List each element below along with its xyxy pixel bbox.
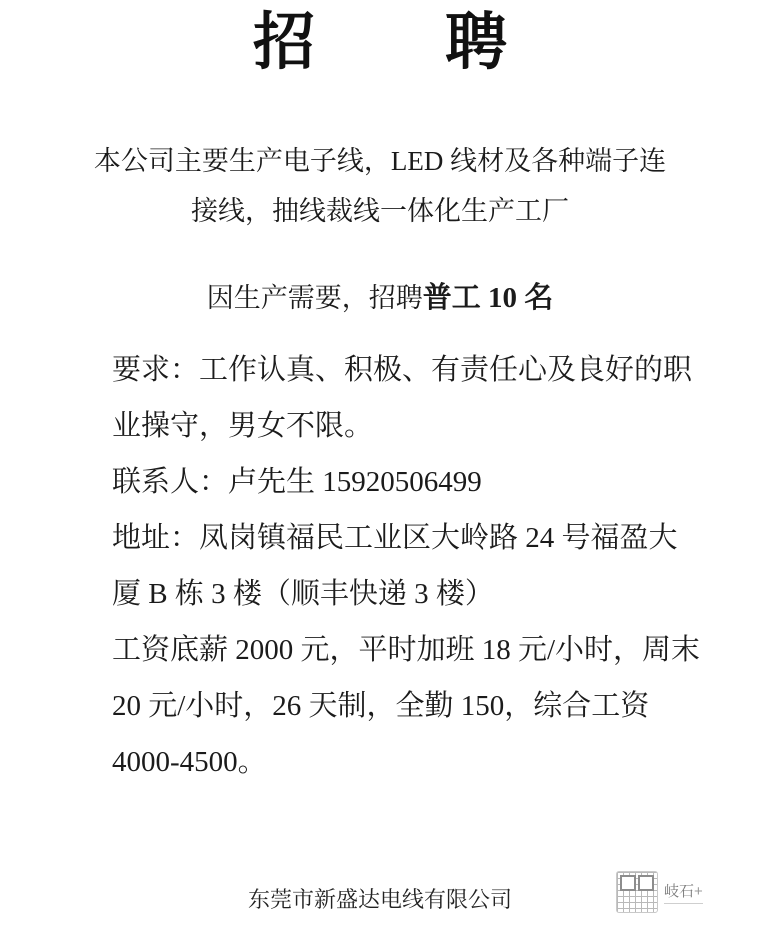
- hiring-need-prefix: 因生产需要，招聘: [206, 283, 423, 313]
- page-title: 招 聘: [252, 9, 541, 77]
- address-text: 凤岗镇福民工业区大岭路 24 号福盈大厦 B 栋 3 楼（顺丰快递 3 楼）: [112, 522, 678, 610]
- address-label: 地址：: [112, 522, 200, 554]
- hiring-need-position: 普工 10 名: [422, 282, 554, 314]
- company-name-footer: 东莞市新盛达电线有限公司: [247, 887, 512, 912]
- salary-line: [112, 622, 702, 790]
- wechat-account-watermark: [616, 869, 744, 915]
- salary-text: 工资底薪 2000 元，平时加班 18 元/小时，周末 20 元/小时，26 天制，全勤 150，综合工资 4000-4500。: [112, 634, 701, 778]
- contact-name: 卢先生: [228, 466, 316, 498]
- watermark-plus: +: [694, 883, 703, 900]
- contact-line: [112, 454, 702, 510]
- requirement-text: 工作认真、积极、有责任心及良好的职业操守，男女不限。: [112, 354, 693, 442]
- address-line: [112, 510, 702, 622]
- job-poster: [0, 9, 760, 925]
- requirement-line: [112, 342, 702, 454]
- watermark-label: [664, 880, 703, 904]
- poster-details: [28, 342, 732, 790]
- contact-phone: 15920506499: [322, 466, 482, 498]
- watermark-text: 岐石: [664, 883, 695, 900]
- requirement-label: 要求：: [112, 354, 200, 386]
- company-intro: 本公司主要生产电子线，LED 线材及各种端子连接线，抽线裁线一体化生产工厂: [93, 146, 667, 226]
- contact-label: 联系人：: [112, 466, 229, 498]
- hiring-need-line: [28, 276, 732, 320]
- qr-code-icon: [616, 871, 658, 913]
